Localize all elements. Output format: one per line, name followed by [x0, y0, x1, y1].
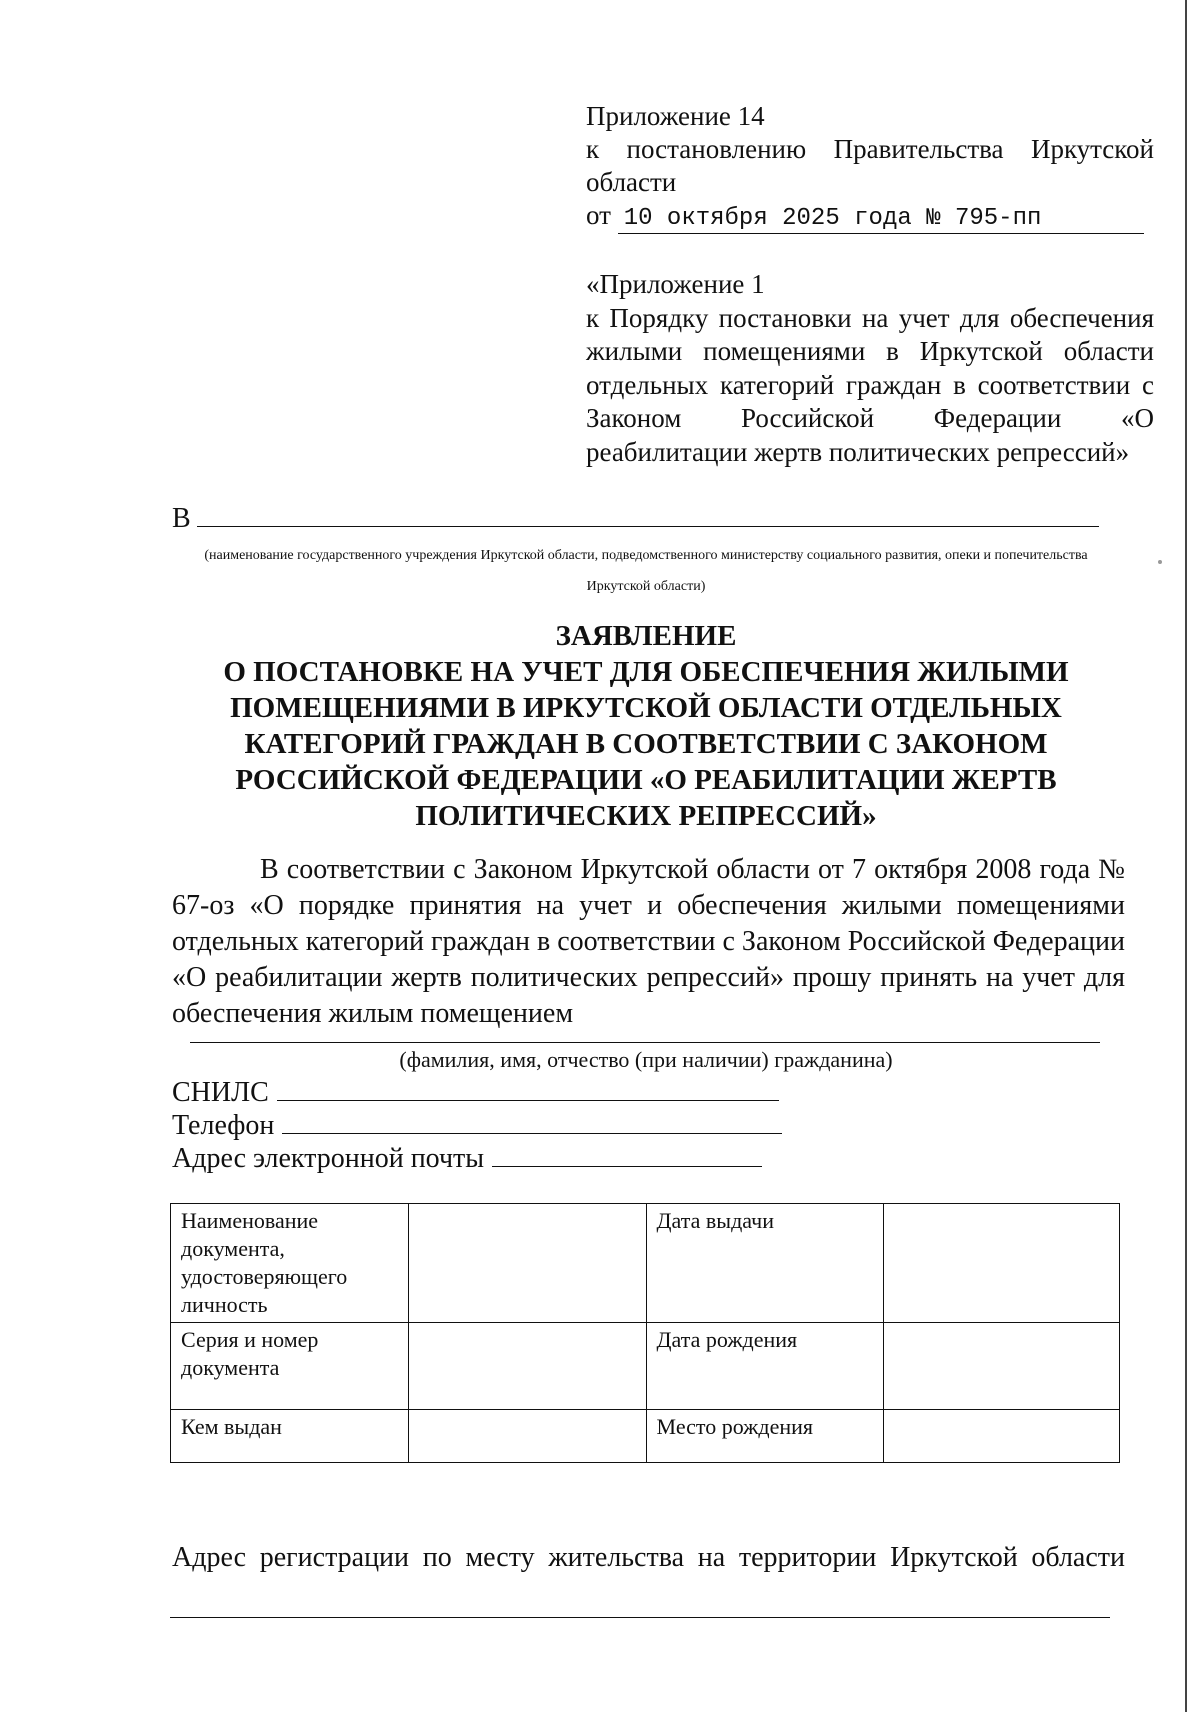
- registration-address-label: Адрес регистрации по месту жительства на территории Иркутской области: [172, 1542, 1125, 1573]
- table-row: [171, 1204, 1120, 1323]
- addressee-caption: (наименование государственного учреждения Иркутской области, подведомственного министерству социального развития, опеки и попечительства Иркутской области): [204, 548, 1088, 594]
- resolution-reference: к постановлению Правительства Иркутской: [586, 134, 1154, 164]
- table-input-cell[interactable]: [408, 1323, 646, 1410]
- appendix-line: жилыми помещениями в Иркутской области: [586, 336, 1154, 366]
- table-input-cell[interactable]: [884, 1410, 1120, 1463]
- addressee-line: [172, 500, 1120, 535]
- appendix-line: Законом Российской Федерации «О: [586, 403, 1154, 433]
- table-label-cell: Место рождения: [646, 1410, 884, 1463]
- title-line: КАТЕГОРИЙ ГРАЖДАН В СООТВЕТСТВИИ С ЗАКОНОМ: [244, 728, 1048, 760]
- snils-label: СНИЛС: [172, 1077, 269, 1108]
- table-row: [171, 1323, 1120, 1410]
- table-input-cell[interactable]: [884, 1323, 1120, 1410]
- email-field: [172, 1142, 872, 1175]
- phone-label: Телефон: [172, 1110, 275, 1141]
- phone-input-line[interactable]: [282, 1109, 782, 1134]
- table-label-cell: Дата выдачи: [646, 1204, 884, 1323]
- table-label-cell: Дата рождения: [646, 1323, 884, 1410]
- applicant-name-caption: (фамилия, имя, отчество (при наличии) гражданина): [399, 1047, 893, 1072]
- table-input-cell[interactable]: [408, 1410, 646, 1463]
- registration-address-input-line[interactable]: [170, 1617, 1110, 1618]
- snils-input-line[interactable]: [277, 1076, 779, 1101]
- email-input-line[interactable]: [492, 1142, 762, 1167]
- title-line: ПОМЕЩЕНИЯМИ В ИРКУТСКОЙ ОБЛАСТИ ОТДЕЛЬНЫХ: [230, 692, 1062, 724]
- title-line: ПОЛИТИЧЕСКИХ РЕПРЕССИЙ»: [415, 800, 877, 832]
- addressee-prefix: В: [172, 503, 191, 534]
- date-from-label: от: [586, 200, 611, 230]
- phone-field: [172, 1109, 872, 1142]
- scan-edge-line: [1185, 0, 1187, 1712]
- addressee-input-line[interactable]: [197, 500, 1099, 527]
- snils-field: [172, 1076, 872, 1109]
- resolution-date-number: 10 октября 2025 года № 795-пп: [618, 205, 1144, 234]
- resolution-date-line: [586, 199, 1154, 234]
- application-paragraph: [172, 852, 1125, 1032]
- table-row: [171, 1410, 1120, 1463]
- appendix-line: «Приложение 1: [586, 269, 765, 299]
- title-line: О ПОСТАНОВКЕ НА УЧЕТ ДЛЯ ОБЕСПЕЧЕНИЯ ЖИЛЫМИ: [223, 656, 1069, 688]
- table-input-cell[interactable]: [408, 1204, 646, 1323]
- resolution-reference-cont: области: [586, 167, 677, 197]
- scan-artifact: [1158, 560, 1162, 564]
- paragraph-text: В соответствии с Законом Иркутской области от 7 октября 2008 года № 67-оз «О порядке принятия на учет и обеспечения жилыми помещениями отдельных категорий граждан в соответствии с Законом Российской Федерации «О реабилитации жертв политических репрессий» прошу принять на учет для обеспечения жилым помещением: [172, 854, 1125, 1029]
- title-line: РОССИЙСКОЙ ФЕДЕРАЦИИ «О РЕАБИЛИТАЦИИ ЖЕРТВ: [235, 764, 1057, 796]
- contact-fields: [172, 1076, 872, 1175]
- identity-document-table: [170, 1203, 1120, 1463]
- title-line: ЗАЯВЛЕНИЕ: [555, 620, 737, 652]
- appendix-line: отдельных категорий граждан в соответствии с: [586, 369, 1154, 400]
- table-label-cell: Кем выдан: [171, 1410, 409, 1463]
- appendix-reference: [586, 268, 1154, 469]
- appendix-number: Приложение 14: [586, 101, 765, 131]
- document-title: [172, 618, 1120, 834]
- resolution-header: [586, 100, 1154, 234]
- appendix-line: к Порядку постановки на учет для обеспечения: [586, 302, 1154, 333]
- table-label-cell: Серия и номер документа: [171, 1323, 409, 1410]
- appendix-line: реабилитации жертв политических репрессий»: [586, 436, 1130, 467]
- table-label-cell: Наименование документа, удостоверяющего личность: [171, 1204, 409, 1323]
- applicant-name-input-line[interactable]: [190, 1042, 1100, 1043]
- table-input-cell[interactable]: [884, 1204, 1120, 1323]
- email-label: Адрес электронной почты: [172, 1143, 485, 1174]
